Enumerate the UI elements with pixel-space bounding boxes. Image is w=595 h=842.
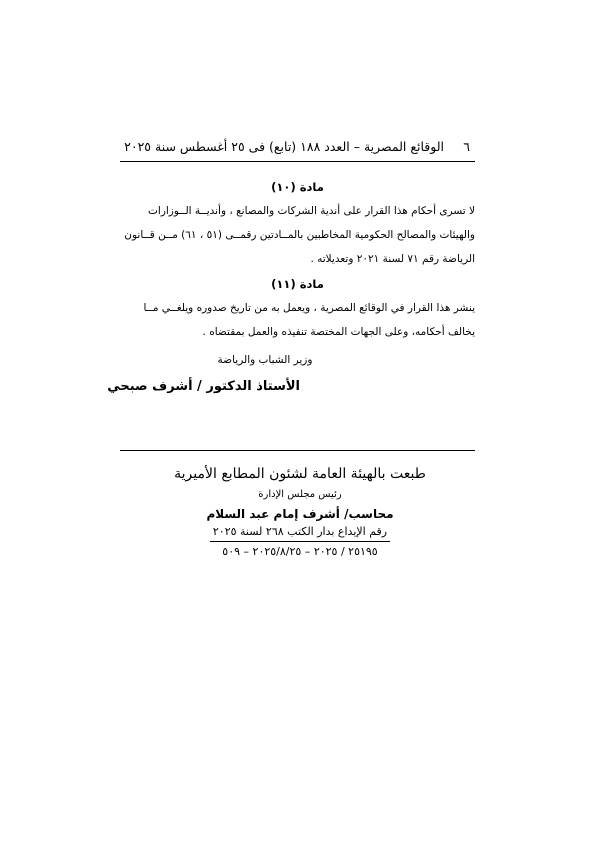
article-11-line: ينشر هذا القرار في الوقائع المصرية ، ويعمل به من تاريخ صدوره ويلغــي مــا [143, 302, 475, 314]
deposit-rule [210, 541, 390, 542]
chair-name: محاسب/ أشرف إمام عبد السلام [206, 507, 394, 521]
chair-title: رئيس مجلس الإدارة [258, 489, 342, 500]
header-rule [120, 161, 475, 162]
article-10-line: والهيئات والمصالح الحكومية المخاطبين بالمــادتين رقمــى (٥١ ، ٦١) مــن قــانون [124, 229, 475, 241]
printer-line: طبعت بالهيئة العامة لشئون المطابع الأميرية [174, 466, 426, 482]
deposit-number: رقم الإيداع بدار الكتب ٢٦٨ لسنة ٢٠٢٥ [212, 525, 388, 538]
article-11-body [120, 296, 475, 344]
article-10-body [120, 199, 475, 271]
article-11-title: مادة (١١) [271, 277, 324, 291]
article-11-line: يخالف أحكامه، وعلى الجهات المختصة تنفيذه والعمل بمقتضاه . [202, 326, 475, 338]
header-title: الوقائع المصرية – العدد ١٨٨ (تابع) فى ٢٥ أغسطس سنة ٢٠٢٥ [124, 139, 444, 154]
signatory-name: الأستاذ الدكتور / أشرف صبحي [107, 379, 300, 394]
page-header [120, 138, 470, 156]
page-number: ٦ [463, 139, 470, 154]
print-code: ٢٥١٩٥ / ٢٠٢٥ – ٢٠٢٥/٨/٢٥ – ٥٠٩ [222, 545, 378, 558]
signatory-role: وزير الشباب والرياضة [217, 354, 313, 366]
footer-rule [120, 450, 475, 451]
article-10-line: الرياضة رقم ٧١ لسنة ٢٠٢١ وتعديلاته . [310, 253, 475, 265]
article-10-title: مادة (١٠) [271, 180, 324, 194]
article-10-line: لا تسرى أحكام هذا القرار على أندية الشركات والمصانع ، وأنديــة الــوزارات [148, 205, 475, 217]
